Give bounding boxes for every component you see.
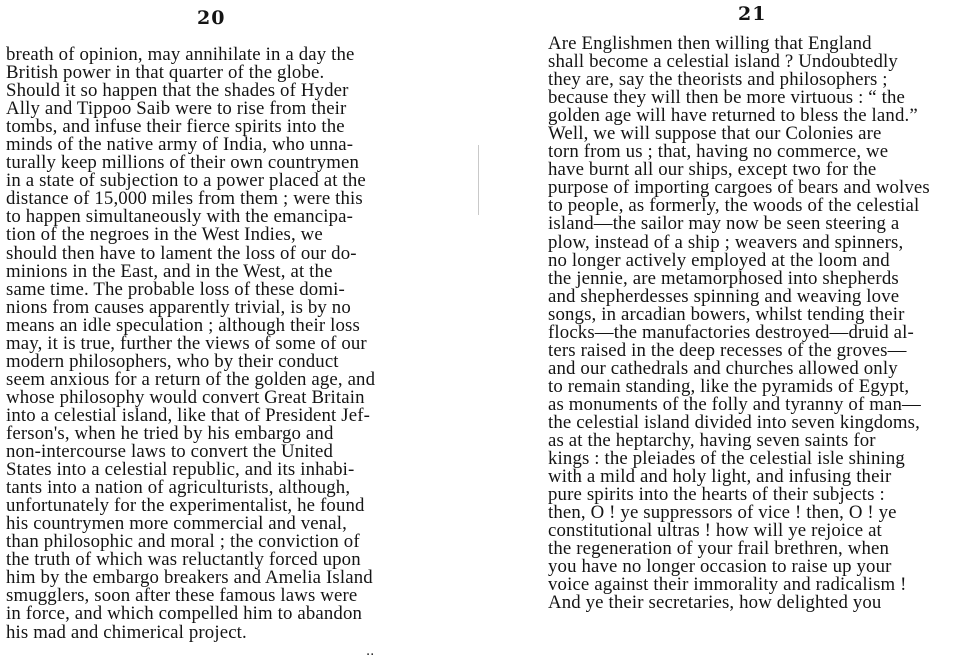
text-line: Are Englishmen then willing that England [548, 33, 872, 54]
left-page [0, 0, 470, 669]
text-line: and our cathedrals and churches allowed only [548, 357, 898, 379]
text-line: may, it is true, further the views of some of our [6, 332, 367, 354]
text-line: have burnt all our ships, except two for the [548, 159, 877, 181]
text-line: songs, in arcadian bowers, whilst tending their [548, 303, 905, 325]
text-line: the jennie, are metamorphosed into shepherds [548, 267, 899, 289]
text-line: then, O ! ye suppressors of vice ! then, O ! ye [548, 502, 897, 524]
text-line: ters raised in the deep recesses of the groves— [548, 339, 907, 361]
gutter-divider [478, 145, 479, 215]
text-line: Well, we will suppose that our Colonies are [548, 123, 882, 145]
text-line: as monuments of the folly and tyranny of man— [548, 393, 921, 415]
text-line: pure spirits into the hearts of their subjects : [548, 484, 885, 506]
text-line: same time. The probable loss of these domi- [6, 278, 345, 300]
text-line: plow, instead of a ship ; weavers and spinners, [548, 231, 904, 253]
text-line: and shepherdesses spinning and weaving love [548, 285, 900, 307]
footer-mark: .. [366, 644, 375, 659]
text-line: Should it so happen that the shades of Hyder [6, 80, 349, 102]
text-line: tion of the negroes in the West Indies, we [6, 224, 323, 246]
text-line: to people, as formerly, the woods of the celestial [548, 195, 920, 217]
text-line: States into a celestial republic, and its inhabi- [6, 459, 355, 481]
text-line: to remain standing, like the pyramids of Egypt, [548, 375, 910, 397]
text-line: flocks—the manufactories destroyed—druid al- [548, 321, 914, 343]
left-page-text [6, 46, 375, 642]
text-line: island—the sailor may now be seen steering a [548, 213, 900, 235]
text-line: with a mild and holy light, and infusing their [548, 466, 892, 488]
text-line: torn from us ; that, having no commerce, we [548, 141, 889, 163]
text-line: whose philosophy would convert Great Britain [6, 386, 365, 408]
text-line: to happen simultaneously with the emancipa- [6, 206, 354, 228]
text-line: turally keep millions of their own countrymen [6, 152, 360, 174]
text-line: his mad and chimerical project. [6, 621, 247, 643]
text-line: smugglers, soon after these famous laws were [6, 585, 358, 607]
text-line: constitutional ultras ! how will ye rejoice at [548, 520, 882, 542]
text-line: nions from causes apparently trivial, is by no [6, 296, 351, 318]
text-line: means an idle speculation ; although their loss [6, 314, 360, 336]
text-line: seem anxious for a return of the golden age, and [6, 368, 376, 390]
right-page-text [548, 35, 930, 613]
text-line: in force, and which compelled him to abandon [6, 603, 363, 625]
text-line: voice against their immorality and radicalism ! [548, 574, 907, 596]
text-line: they are, say the theorists and philosophers ; [548, 69, 888, 91]
text-line: because they will then be more virtuous : “ the [548, 87, 906, 109]
text-line: minions in the East, and in the West, at the [6, 260, 333, 282]
text-line: ferson's, when he tried by his embargo and [6, 422, 334, 444]
text-line: minds of the native army of India, who unna- [6, 134, 354, 156]
text-line: breath of opinion, may annihilate in a day the [6, 44, 355, 65]
right-page [480, 0, 980, 669]
text-line: unfortunately for the experimentalist, he found [6, 495, 365, 517]
text-line: should then have to lament the loss of our do- [6, 242, 357, 264]
text-line: the regeneration of your frail brethren, when [548, 538, 890, 560]
text-line: into a celestial island, like that of President Jef- [6, 404, 371, 426]
text-line: no longer actively employed at the loom and [548, 249, 890, 271]
text-line: golden age will have returned to bless the land.” [548, 105, 918, 127]
text-line: Ally and Tippoo Saib were to rise from their [6, 98, 347, 120]
text-line: as at the heptarchy, having seven saints for [548, 430, 876, 452]
text-line: And ye their secretaries, how delighted you [548, 592, 882, 614]
text-line: his countrymen more commercial and venal, [6, 513, 347, 535]
text-line: than philosophic and moral ; the conviction of [6, 531, 360, 553]
text-line: kings : the pleiades of the celestial isle shining [548, 448, 905, 470]
text-line: the truth of which was reluctantly forced upon [6, 549, 361, 571]
text-line: tombs, and infuse their fierce spirits into the [6, 116, 345, 138]
text-line: British power in that quarter of the globe. [6, 62, 325, 84]
text-line: the celestial island divided into seven kingdoms, [548, 411, 920, 433]
text-line: you have no longer occasion to raise up your [548, 556, 892, 578]
text-line: non-intercourse laws to convert the United [6, 441, 334, 463]
text-line: shall become a celestial island ? Undoubtedly [548, 51, 898, 73]
page-number-right: 21 [738, 3, 767, 25]
text-line: purpose of importing cargoes of bears and wolves [548, 177, 930, 199]
text-line: tants into a nation of agriculturists, although, [6, 477, 351, 499]
text-line: modern philosophers, who by their conduct [6, 350, 339, 372]
text-line: in a state of subjection to a power placed at the [6, 170, 366, 192]
text-line: him by the embargo breakers and Amelia Island [6, 567, 373, 589]
text-line: distance of 15,000 miles from them ; were this [6, 188, 363, 210]
page-number-left: 20 [197, 7, 226, 29]
